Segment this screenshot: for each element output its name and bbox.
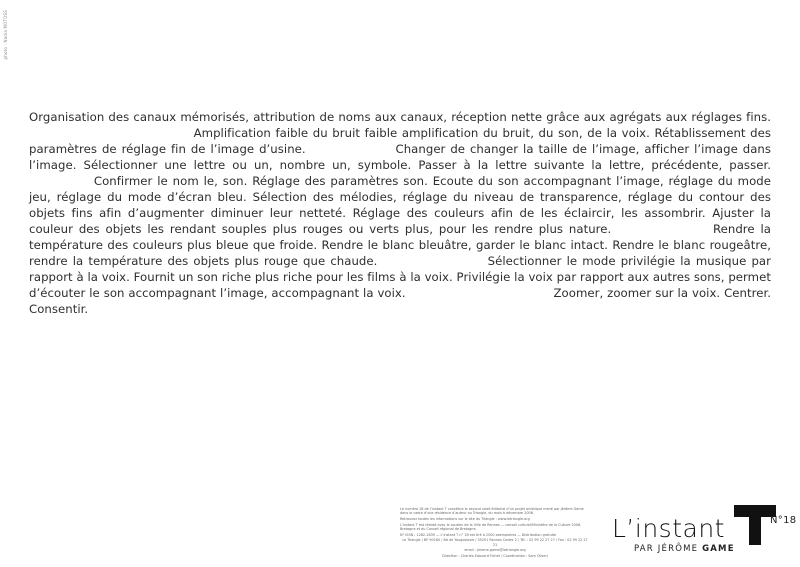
photo-credit: photo : Nadia MOTOSS <box>3 10 8 60</box>
colophon-line: email : jerome.game@letriangle.org <box>464 548 526 553</box>
colophon-line: Le numéro 18 de l’instant T constitue le second volet éditorial d’un projet artistique mené par Jérôme Game dans le cadre d’une résidence d’auteur au Triangle, du mois à décembre 2006. <box>400 507 584 516</box>
author-name: GAME <box>702 544 735 554</box>
colophon-line: L’instant T est réalisé avec le soutien de la Ville de Rennes — conseil culturel/Ministère de la Culture 2006, Bretagne et du Conseil régional de Bretagne. <box>400 522 582 531</box>
colophon-line: Direction : Charles-Edouard Fichet / Coordination : Sam Oliveri <box>442 553 548 558</box>
colophon-line: Le Triangle / BP 90160 / Bd de Yougoslavie / 35201 Rennes Cedex 2 / Tél. : 02 99 22 27 27 / Fax : 02 99 22 27 21 <box>402 538 588 547</box>
body-paragraph-1: Organisation des canaux mémorisés, attribution de noms aux canaux, réception nette grâce aux agrégats aux réglages fins. <box>29 110 771 124</box>
body-paragraph-7: Zoomer, zoomer sur la voix. Centrer. Consentir. <box>29 286 772 316</box>
colophon-line: Retrouvez toutes les informations sur le site du Triangle : www.letriangle.org <box>400 517 530 521</box>
body-paragraph-6: Sélectionner le mode privilégie la musique par rapport à la voix. Fournit un son riche plus riche pour les films à la voix. Privilégie la voix par rapport aux autres sons, permet d’écouter le son accompagnant l’image, accompagnant la voix. <box>29 254 771 300</box>
instant-t-logo <box>612 500 800 560</box>
issue-number: N°18 <box>770 515 797 526</box>
body-paragraph-2: Amplification faible du bruit faible amplification du bruit, du son, de la voix. Rétablissement des paramètres de réglage fin de l’image d’usine. <box>29 126 772 156</box>
body-paragraph-5: Rendre la température des couleurs plus bleue que froide. Rendre le blanc bleuâtre, garder le blanc intact. Rendre le blanc rougeâtre, rendre la température des objets plus rouge que chaude. <box>29 222 772 268</box>
author-prefix: PAR JÉRÔME <box>634 544 699 554</box>
logo-wordmark: L’instant <box>612 514 725 543</box>
colophon <box>400 507 590 559</box>
body-paragraph-4: Confirmer le nom le, son. Réglage des paramètres son. Ecoute du son accompagnant l’image, réglage du mode jeu, réglage du mode d’écran bleu. Sélection des mélodies, réglage du niveau de transparence, réglage du contour des objets fins afin d’augmenter diminuer leur netteté. Réglage des couleurs afin de les éclaircir, les assombrir. Ajuster la couleur des objets les rendant souples plus rouges ou verts plus, pour les rendre plus nature. <box>29 174 771 236</box>
body-text <box>29 109 771 317</box>
body-paragraph-3: Changer de changer la taille de l’image, afficher l’image dans l’image. Sélectionner une lettre ou un, nombre un, symbole. Passer à la lettre suivante la lettre, précédente, passer. <box>29 142 772 172</box>
colophon-line: N° ISSN : 1282-1839 — L’instant T n° 18 est tiré à 2500 exemplaires — Distribution gratuite <box>400 532 557 537</box>
author-credit <box>634 544 735 554</box>
